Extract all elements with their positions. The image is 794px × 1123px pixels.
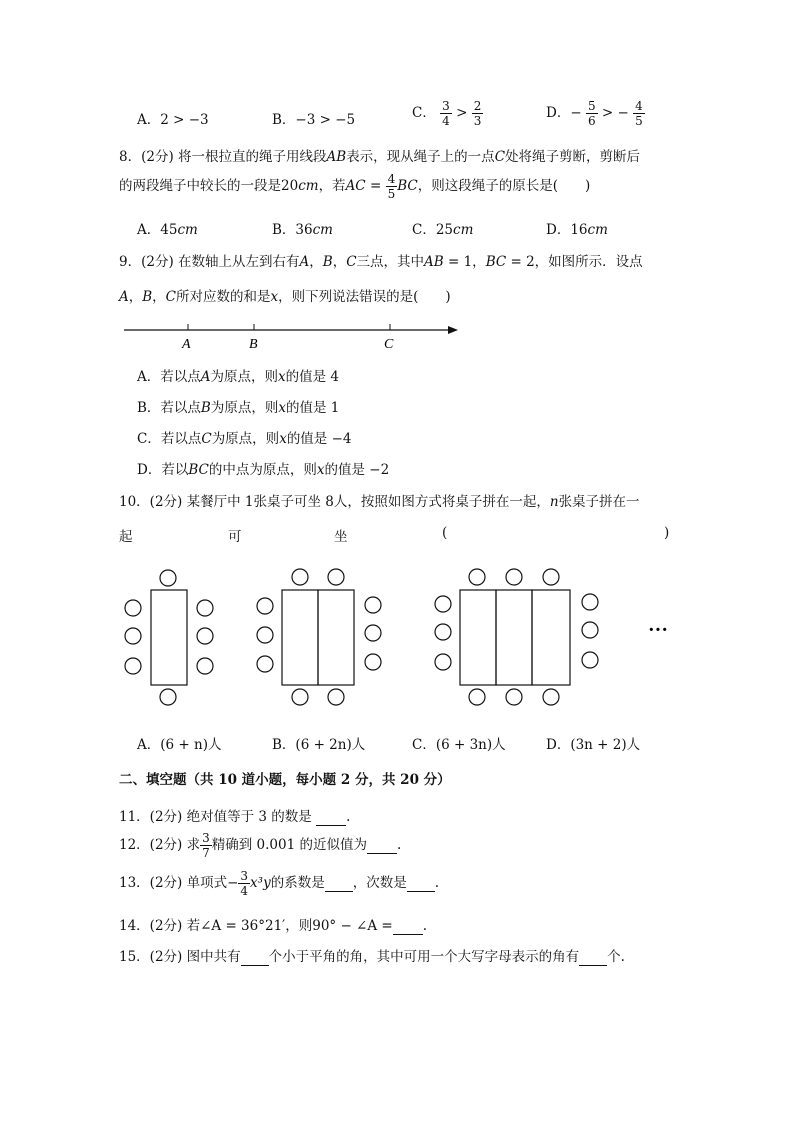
option-label: C． — [412, 105, 436, 121]
q9-option-d[interactable]: D．若以BC的中点为原点，则x的值是 −2 — [137, 462, 390, 478]
answer-blank[interactable] — [316, 809, 346, 826]
answer-blank-letter-angles[interactable] — [579, 949, 607, 966]
seat — [582, 594, 598, 610]
seat — [257, 656, 273, 672]
fraction: $\frac{3}{4}$ — [442, 99, 450, 128]
seat — [125, 600, 141, 616]
section-heading: 二、填空题（共 10 道小题，每小题 2 分，共 20 分） — [119, 772, 451, 788]
seat — [506, 689, 522, 705]
answer-blank-angles[interactable] — [241, 949, 269, 966]
option-text: 2 > −3 — [160, 112, 209, 128]
seat — [469, 689, 485, 705]
fraction: $\frac{5}{6}$ — [587, 99, 596, 128]
table-2a — [282, 590, 318, 685]
seat — [292, 689, 308, 705]
seat — [543, 689, 559, 705]
answer-blank[interactable] — [367, 837, 397, 854]
seat — [257, 598, 273, 614]
q7-option-a[interactable] — [137, 108, 209, 128]
table-3a — [460, 590, 496, 685]
q9-stem-line2: A，B，C所对应数的和是x，则下列说法错误的是( ) — [119, 289, 451, 305]
q9-stem-line1: 9．(2分) 在数轴上从左到右有A，B，C三点，其中AB = 1，BC = 2，如图所示．设点 — [119, 254, 643, 270]
seat — [365, 597, 381, 613]
fraction: $\frac{4}{5}$ — [387, 172, 396, 201]
number-line-figure — [118, 318, 468, 358]
seat — [125, 658, 141, 674]
seat — [582, 622, 598, 638]
table-1 — [151, 590, 187, 685]
q9-option-b[interactable]: B．若以点B为原点，则x的值是 1 — [137, 400, 340, 416]
q10-option-b[interactable]: B．(6 + 2n)人 — [272, 737, 366, 753]
q8-option-c[interactable]: C．25cm — [412, 222, 474, 238]
q13: 13．(2分) 单项式− $\frac{3}{4}$ x³y的系数是 ，次数是 . — [119, 869, 439, 898]
seat — [197, 628, 213, 644]
option-label: B． — [272, 112, 296, 128]
q7-option-c[interactable]: C． $\frac{3}{4}$ > $\frac{2}{3}$ — [412, 99, 482, 128]
option-label: A． — [137, 112, 161, 128]
seat — [543, 569, 559, 585]
q10-stem-char: 坐 — [334, 529, 348, 545]
axis-arrow-icon — [448, 326, 458, 334]
table-2b — [318, 590, 354, 685]
q9-option-c[interactable]: C．若以点C为原点，则x的值是 −4 — [137, 431, 352, 447]
q12: 12．(2分) 求 $\frac{3}{7}$ 精确到 0.001 的近似值为 . — [119, 831, 402, 860]
q15: 15．(2分) 图中共有 个小于平角的角，其中可用一个大写字母表示的角有 个. — [119, 949, 625, 965]
option-label: D． — [546, 105, 571, 121]
q10-option-d[interactable]: D．(3n + 2)人 — [546, 737, 641, 753]
q10-stem-paren-close: ) — [664, 525, 670, 541]
seat — [197, 658, 213, 674]
point-label-a: A — [182, 337, 191, 352]
seat — [435, 654, 451, 670]
point-label-c: C — [384, 337, 394, 352]
table-arrangement-figure — [118, 560, 688, 720]
fraction: $\frac{3}{4}$ — [240, 869, 249, 898]
q7-option-b[interactable] — [272, 108, 355, 128]
q8-stem-line1: 8．(2分) 将一根拉直的绳子用线段AB表示，现从绳子上的一点C处将绳子剪断，剪断后 — [119, 149, 641, 165]
seat — [328, 689, 344, 705]
q10-stem-char: 可 — [228, 529, 242, 545]
ellipsis: ··· — [648, 619, 669, 641]
q7-option-d[interactable]: D．− $\frac{5}{6}$ > − $\frac{4}{5}$ — [546, 99, 643, 128]
option-text: −3 > −5 — [295, 112, 356, 128]
q10-stem-char: 起 — [119, 529, 133, 545]
seat — [160, 570, 176, 586]
seat — [506, 569, 522, 585]
q10-stem-paren-open: ( — [442, 525, 448, 541]
q10-stem-line1: 10．(2分) 某餐厅中 1张桌子可坐 8人，按照如图方式将桌子拼在一起，n张桌子拼在一 — [119, 494, 640, 510]
seat — [197, 600, 213, 616]
seat — [328, 569, 344, 585]
seat — [435, 624, 451, 640]
fraction: $\frac{3}{7}$ — [202, 831, 210, 860]
q8-option-b[interactable]: B．36cm — [272, 222, 333, 238]
q8-option-d[interactable]: D．16cm — [546, 222, 608, 238]
fraction: $\frac{4}{5}$ — [635, 99, 643, 128]
seat — [125, 628, 141, 644]
q8-stem-line2: 的两段绳子中较长的一段是20cm，若AC = $\frac{4}{5}$ BC，则这段绳子的原长是( ) — [119, 172, 591, 201]
answer-blank-coefficient[interactable] — [325, 875, 353, 892]
q8-option-a[interactable]: A．45cm — [137, 222, 198, 238]
table-3c — [532, 590, 570, 685]
fraction: $\frac{2}{3}$ — [473, 99, 482, 128]
q9-option-a[interactable]: A．若以点A为原点，则x的值是 4 — [137, 369, 340, 385]
seat — [435, 596, 451, 612]
seat — [160, 689, 176, 705]
seat — [469, 569, 485, 585]
answer-blank-degree[interactable] — [407, 875, 435, 892]
q14: 14．(2分) 若∠A = 36°21′，则90° − ∠A = . — [119, 918, 428, 934]
q10-option-c[interactable]: C．(6 + 3n)人 — [412, 737, 506, 753]
q10-option-a[interactable]: A．(6 + n)人 — [137, 737, 222, 753]
seat — [257, 627, 273, 643]
table-3b — [496, 590, 532, 685]
seat — [582, 652, 598, 668]
seat — [292, 569, 308, 585]
seat — [365, 625, 381, 641]
q11: 11．(2分) 绝对值等于 3 的数是 . — [119, 809, 351, 825]
seat — [365, 654, 381, 670]
point-label-b: B — [249, 337, 258, 352]
answer-blank[interactable] — [393, 918, 423, 935]
